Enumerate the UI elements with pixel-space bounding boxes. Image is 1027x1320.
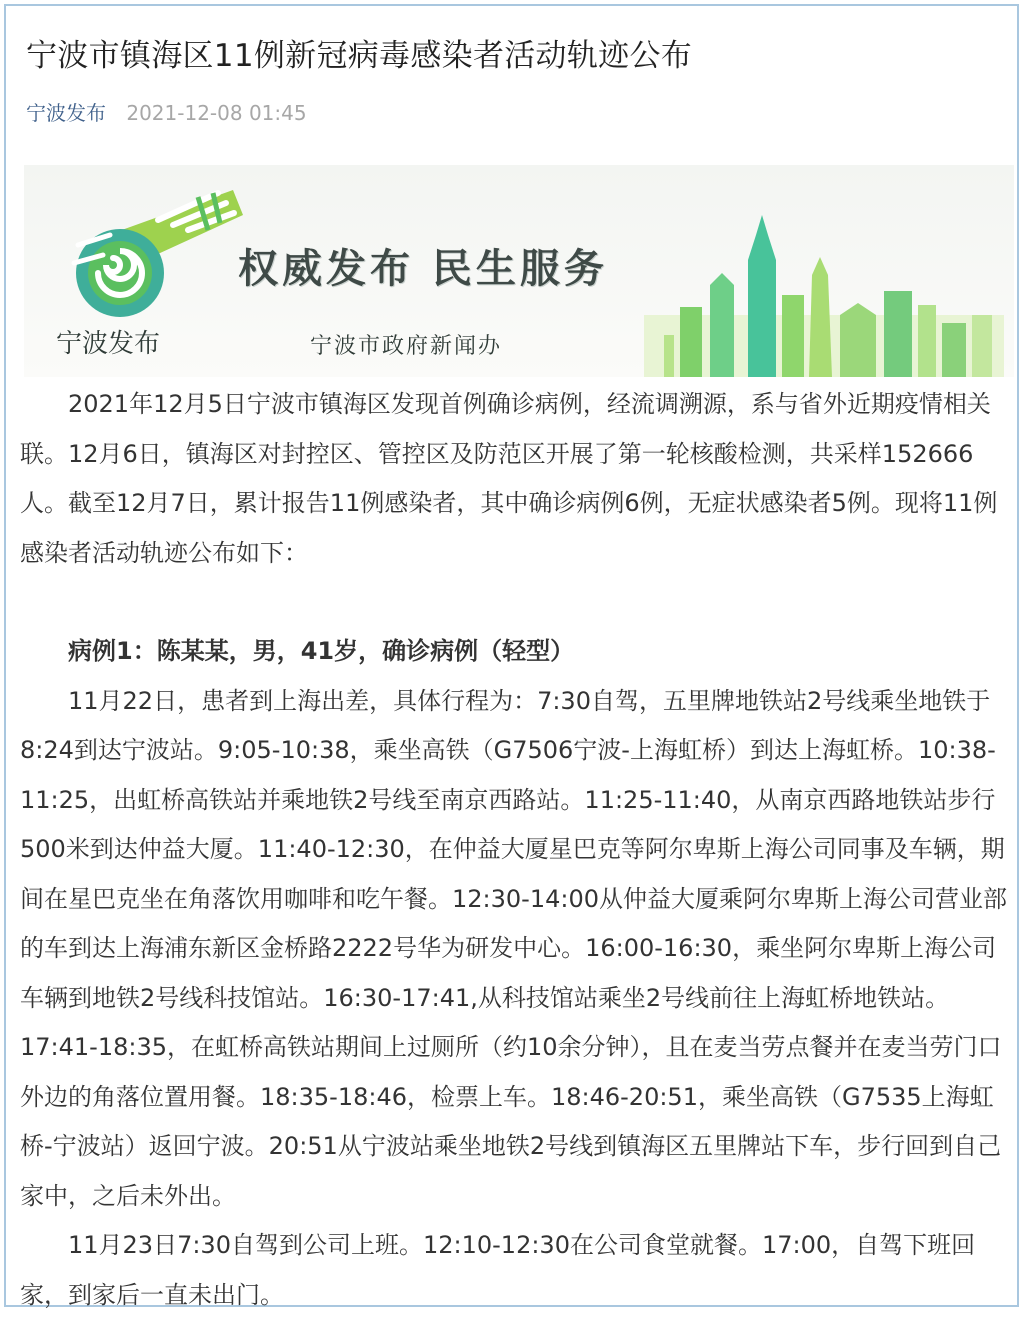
article-title: 宁波市镇海区11例新冠病毒感染者活动轨迹公布 [26,38,693,74]
paragraph-spacer [20,578,1015,627]
case-1-nov-22-paragraph: 11月22日，患者到上海出差，具体行程为：7:30自驾，五里牌地铁站2号线乘坐地铁于8:24到达宁波站。9:05-10:38，乘坐高铁（G7506宁波-上海虹桥）到达上海虹桥。10:38-11:25，出虹桥高铁站并乘地铁2号线至南京西路站。11:25-11:40，从南京西路地铁站步行500米到达仲益大厦。11:40-12:30，在仲益大厦星巴克等阿尔卑斯上海公司同事及车辆，期间在星巴克坐在角落饮用咖啡和吃午餐。12:30-14:00从仲益大厦乘阿尔卑斯上海公司营业部的车到达上海浦东新区金桥路2222号华为研发中心。16:00-16:30，乘坐阿尔卑斯上海公司车辆到地铁2号线科技馆站。16:30-17:41,从科技馆站乘坐2号线前往上海虹桥地铁站。17:41-18:35，在虹桥高铁站期间上过厕所（约10余分钟），且在麦当劳点餐并在麦当劳门口外边的角落位置用餐。18:35-18:46，检票上车。18:46-20:51，乘坐高铁（G7535上海虹桥-宁波站）返回宁波。20:51从宁波站乘坐地铁2号线到镇海区五里牌站下车，步行回到自己家中，之后未外出。 [20,686,1007,1210]
banner-organization: 宁波市政府新闻办 [310,334,503,359]
banner-image [24,165,1014,377]
ningbo-release-logo-icon [48,175,248,345]
case-1-heading: 病例1：陈某某，男，41岁，确诊病例（轻型） [68,637,575,665]
banner-brand-name: 宁波发布 [56,329,161,359]
case-1-nov-23-paragraph: 11月23日7:30自驾到公司上班。12:10-12:30在公司食堂就餐。17:00，自驾下班回家，到家后一直未出门。 [20,1231,976,1309]
source-link[interactable]: 宁波发布 [26,101,106,125]
article-body [20,380,1015,1320]
article-meta [26,98,307,128]
banner-slogan: 权威发布 民生服务 [238,245,608,292]
intro-paragraph: 2021年12月5日宁波市镇海区发现首例确诊病例，经流调溯源，系与省外近期疫情相关联。12月6日，镇海区对封控区、管控区及防范区开展了第一轮核酸检测，共采样152666人。截至12月7日，累计报告11例感染者，其中确诊病例6例，无症状感染者5例。现将11例感染者活动轨迹公布如下： [20,390,998,567]
city-skyline-icon [644,165,1004,377]
publish-time: 2021-12-08 01:45 [126,101,307,125]
